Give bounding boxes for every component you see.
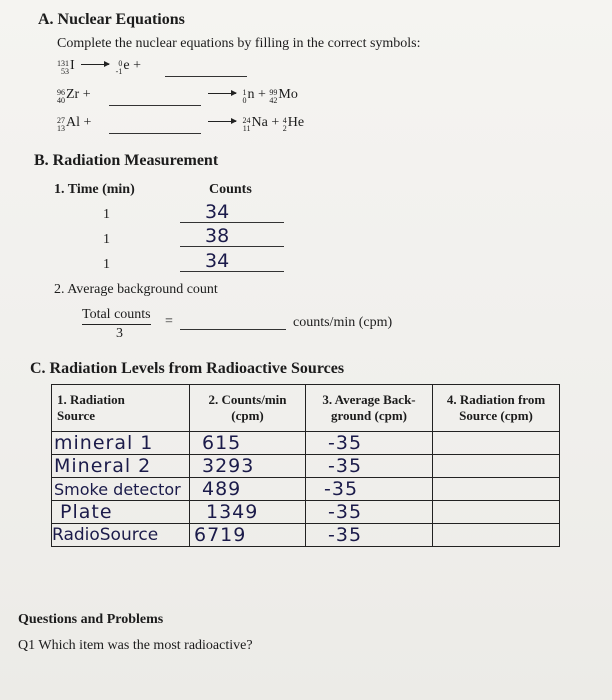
equation-3-blank[interactable] bbox=[109, 133, 201, 134]
cpm-unit-label: counts/min (cpm) bbox=[293, 315, 393, 330]
result-cell[interactable] bbox=[433, 501, 560, 524]
counts-column-label: Counts bbox=[209, 182, 252, 197]
cpm-cell: 3293 bbox=[190, 455, 306, 478]
table-row bbox=[52, 478, 560, 501]
count-value: 34 bbox=[205, 201, 230, 223]
equation-1-blank[interactable] bbox=[165, 76, 247, 77]
result-cell[interactable] bbox=[433, 478, 560, 501]
arrow-icon bbox=[81, 64, 109, 65]
count-value: 34 bbox=[205, 250, 230, 272]
arrow-icon bbox=[208, 93, 236, 94]
equals-sign: = bbox=[165, 314, 173, 329]
count-value: 38 bbox=[205, 225, 230, 247]
questions-heading: Questions and Problems bbox=[18, 612, 164, 627]
average-background-label: 2. Average background count bbox=[54, 282, 218, 297]
time-value: 1 bbox=[103, 207, 110, 222]
background-cell: -35 bbox=[306, 478, 433, 501]
source-cell: Mineral 2 bbox=[52, 455, 190, 478]
count-line bbox=[180, 271, 284, 272]
average-answer-blank[interactable] bbox=[180, 329, 286, 330]
cpm-cell: 489 bbox=[190, 478, 306, 501]
table-row bbox=[52, 524, 560, 547]
fraction-denominator: 3 bbox=[116, 326, 123, 341]
header-counts-per-min: 2. Counts/min (cpm) bbox=[190, 385, 306, 432]
result-cell[interactable] bbox=[433, 455, 560, 478]
source-cell: Plate bbox=[52, 501, 190, 524]
equation-2-blank[interactable] bbox=[109, 105, 201, 106]
count-line bbox=[180, 222, 284, 223]
question-1: Q1 Which item was the most radioactive? bbox=[18, 638, 253, 653]
result-cell[interactable] bbox=[433, 524, 560, 547]
result-cell[interactable] bbox=[433, 432, 560, 455]
cpm-cell: 6719 bbox=[190, 524, 306, 547]
arrow-icon bbox=[208, 121, 236, 122]
fraction-numerator: Total counts bbox=[82, 307, 151, 325]
background-cell: -35 bbox=[306, 501, 433, 524]
header-radiation-source: 1. Radiation Source bbox=[52, 385, 190, 432]
table-row bbox=[52, 432, 560, 455]
equation-3-right: 24 11 Na + 4 2 He bbox=[205, 115, 304, 136]
background-cell: -35 bbox=[306, 524, 433, 547]
background-cell: -35 bbox=[306, 455, 433, 478]
section-c-heading: C. Radiation Levels from Radioactive Sources bbox=[30, 360, 345, 377]
table-row bbox=[52, 501, 560, 524]
equation-2-left: 96 40 Zr + bbox=[57, 87, 91, 105]
time-value: 1 bbox=[103, 257, 110, 272]
count-line bbox=[180, 246, 284, 247]
time-value: 1 bbox=[103, 232, 110, 247]
radiation-levels-table bbox=[51, 384, 560, 547]
section-a-heading: A. Nuclear Equations bbox=[38, 11, 185, 28]
source-cell: RadioSource bbox=[52, 524, 190, 547]
header-average-background: 3. Average Back-ground (cpm) bbox=[306, 385, 433, 432]
cpm-cell: 1349 bbox=[190, 501, 306, 524]
equation-1: 131 53 I 0 -1 e + bbox=[57, 58, 141, 76]
header-radiation-from-source: 4. Radiation from Source (cpm) bbox=[433, 385, 560, 432]
equation-3-left: 27 13 Al + bbox=[57, 115, 92, 133]
equation-2-right: 1 0 n + 99 42 Mo bbox=[205, 87, 298, 108]
time-column-label: 1. Time (min) bbox=[54, 182, 135, 197]
table-row bbox=[52, 455, 560, 478]
section-b-heading: B. Radiation Measurement bbox=[34, 152, 219, 169]
section-a-instruction: Complete the nuclear equations by filling in the correct symbols: bbox=[57, 36, 421, 51]
cpm-cell: 615 bbox=[190, 432, 306, 455]
background-cell: -35 bbox=[306, 432, 433, 455]
source-cell: mineral 1 bbox=[52, 432, 190, 455]
source-cell: Smoke detector bbox=[52, 478, 190, 501]
